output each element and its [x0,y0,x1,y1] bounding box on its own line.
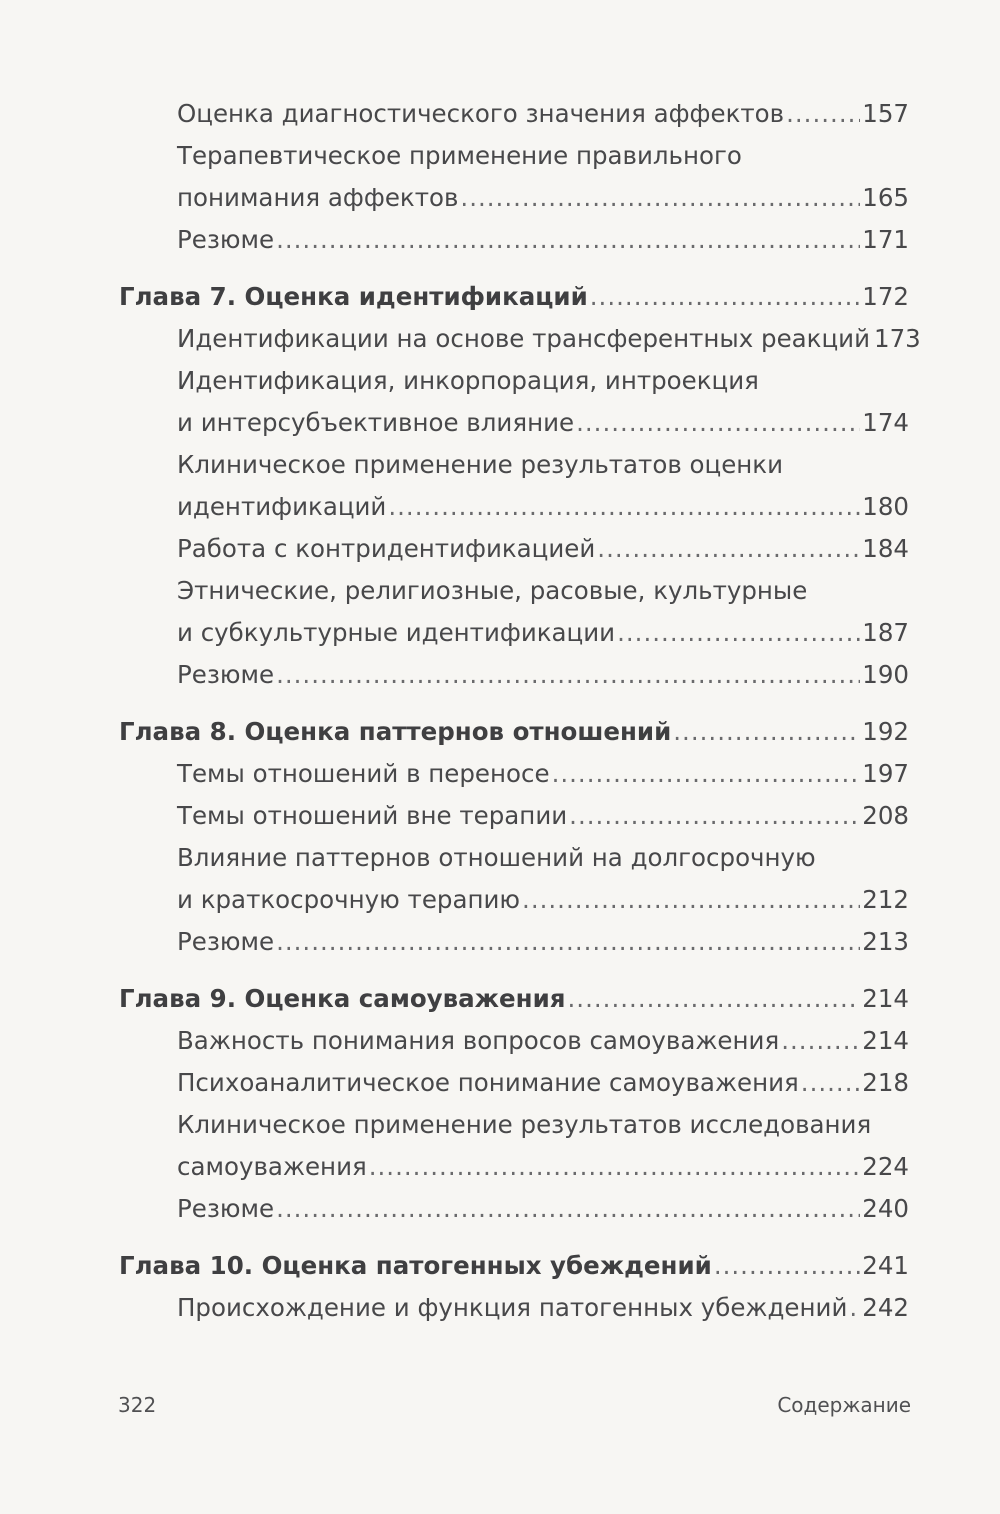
toc-section-entry [177,799,909,833]
toc-section-entry [177,448,909,482]
toc-entry-title: Резюме [177,927,275,956]
toc-page-number: 212 [862,885,909,914]
dot-leader [276,1192,860,1226]
toc-page-number: 157 [862,99,909,128]
dot-leader [849,1291,860,1325]
toc-page-number: 192 [862,717,909,746]
toc-chapter-entry [119,715,909,749]
toc-section-entry [177,1291,909,1325]
toc-entry-title: Глава 10. Оценка патогенных убеждений [119,1251,712,1280]
toc-chapter-entry [119,1249,909,1283]
toc-section-entry [177,322,921,356]
toc-entry-title: Клиническое применение результатов исследования [177,1110,872,1139]
toc-entry-title: Темы отношений вне терапии [177,801,568,830]
toc-chapter-entry [119,982,909,1016]
toc-page-number: 213 [862,927,909,956]
toc-page-number: 242 [862,1293,909,1322]
toc-page-number: 214 [862,984,909,1013]
dot-leader [569,799,860,833]
toc-section-entry [177,139,909,173]
dot-leader [786,97,860,131]
toc-entry-title: понимания аффектов [177,183,459,212]
toc-entry-title: самоуважения [177,1152,367,1181]
toc-section-entry [177,181,909,215]
toc-entry-title: Глава 7. Оценка идентификаций [119,282,588,311]
dot-leader [673,715,860,749]
toc-entry-title: Идентификация, инкорпорация, интроекция [177,366,759,395]
toc-section-entry [177,490,909,524]
toc-section-entry [177,1024,909,1058]
toc-page-number: 218 [862,1068,909,1097]
toc-entry-title: Резюме [177,1194,275,1223]
toc-page-number: 172 [862,282,909,311]
toc-entry-title: Важность понимания вопросов самоуважения [177,1026,780,1055]
toc-page-number: 240 [862,1194,909,1223]
dot-leader [552,757,861,791]
toc-entry-title: идентификаций [177,492,387,521]
toc-section-entry [177,841,909,875]
toc-section-entry [177,616,909,650]
toc-entry-title: Глава 8. Оценка паттернов отношений [119,717,672,746]
running-title: Содержание [777,1393,911,1417]
toc-page-number: 173 [874,324,921,353]
dot-leader [714,1249,860,1283]
page-number: 322 [118,1393,157,1417]
toc-entry-title: Влияние паттернов отношений на долгосрочную [177,843,816,872]
toc-page-number: 214 [862,1026,909,1055]
dot-leader [522,883,860,917]
toc-section-entry [177,574,909,608]
dot-leader [388,490,860,524]
dot-leader [568,982,861,1016]
toc-section-entry [177,925,909,959]
toc-entry-title: Психоаналитическое понимание самоуважения [177,1068,799,1097]
toc-entry-title: Оценка диагностического значения аффектов [177,99,785,128]
dot-leader [781,1024,860,1058]
toc-page-number: 165 [862,183,909,212]
toc-page-number: 174 [862,408,909,437]
dot-leader [276,925,860,959]
dot-leader [576,406,860,440]
toc-section-entry [177,1150,909,1184]
toc-section-entry [177,757,909,791]
toc-page-number: 241 [862,1251,909,1280]
toc-section-entry [177,1192,909,1226]
toc-section-entry [177,658,909,692]
toc-section-entry [177,1108,909,1142]
toc-entry-title: и краткосрочную терапию [177,885,521,914]
toc-section-entry [177,406,909,440]
toc-entry-title: Резюме [177,660,275,689]
toc-page-number: 184 [862,534,909,563]
dot-leader [597,532,860,566]
toc-entry-title: Идентификации на основе трансферентных реакций [177,324,870,353]
toc-page-number: 190 [862,660,909,689]
toc-page-number: 187 [862,618,909,647]
toc-page-number: 224 [862,1152,909,1181]
toc-section-entry [177,883,909,917]
toc-section-entry [177,364,909,398]
toc-page-number: 208 [862,801,909,830]
toc-page-number: 197 [862,759,909,788]
toc-entry-title: Клиническое применение результатов оценки [177,450,784,479]
toc-section-entry [177,97,909,131]
dot-leader [369,1150,861,1184]
toc-section-entry [177,532,909,566]
toc-entry-title: Этнические, религиозные, расовые, культурные [177,576,808,605]
toc-chapter-entry [119,280,909,314]
toc-section-entry [177,223,909,257]
toc-entry-title: Темы отношений в переносе [177,759,550,788]
toc-page-number: 180 [862,492,909,521]
toc-entry-title: Глава 9. Оценка самоуважения [119,984,566,1013]
toc-page-number: 171 [862,225,909,254]
dot-leader [617,616,860,650]
dot-leader [276,223,860,257]
dot-leader [590,280,860,314]
toc-entry-title: Терапевтическое применение правильного [177,141,742,170]
toc-entry-title: Происхождение и функция патогенных убеждений [177,1293,848,1322]
dot-leader [276,658,860,692]
toc-entry-title: и субкультурные идентификации [177,618,616,647]
toc-entry-title: Резюме [177,225,275,254]
dot-leader [460,181,860,215]
dot-leader [801,1066,860,1100]
toc-section-entry [177,1066,909,1100]
toc-entry-title: и интерсубъективное влияние [177,408,575,437]
toc-entry-title: Работа с контридентификацией [177,534,596,563]
